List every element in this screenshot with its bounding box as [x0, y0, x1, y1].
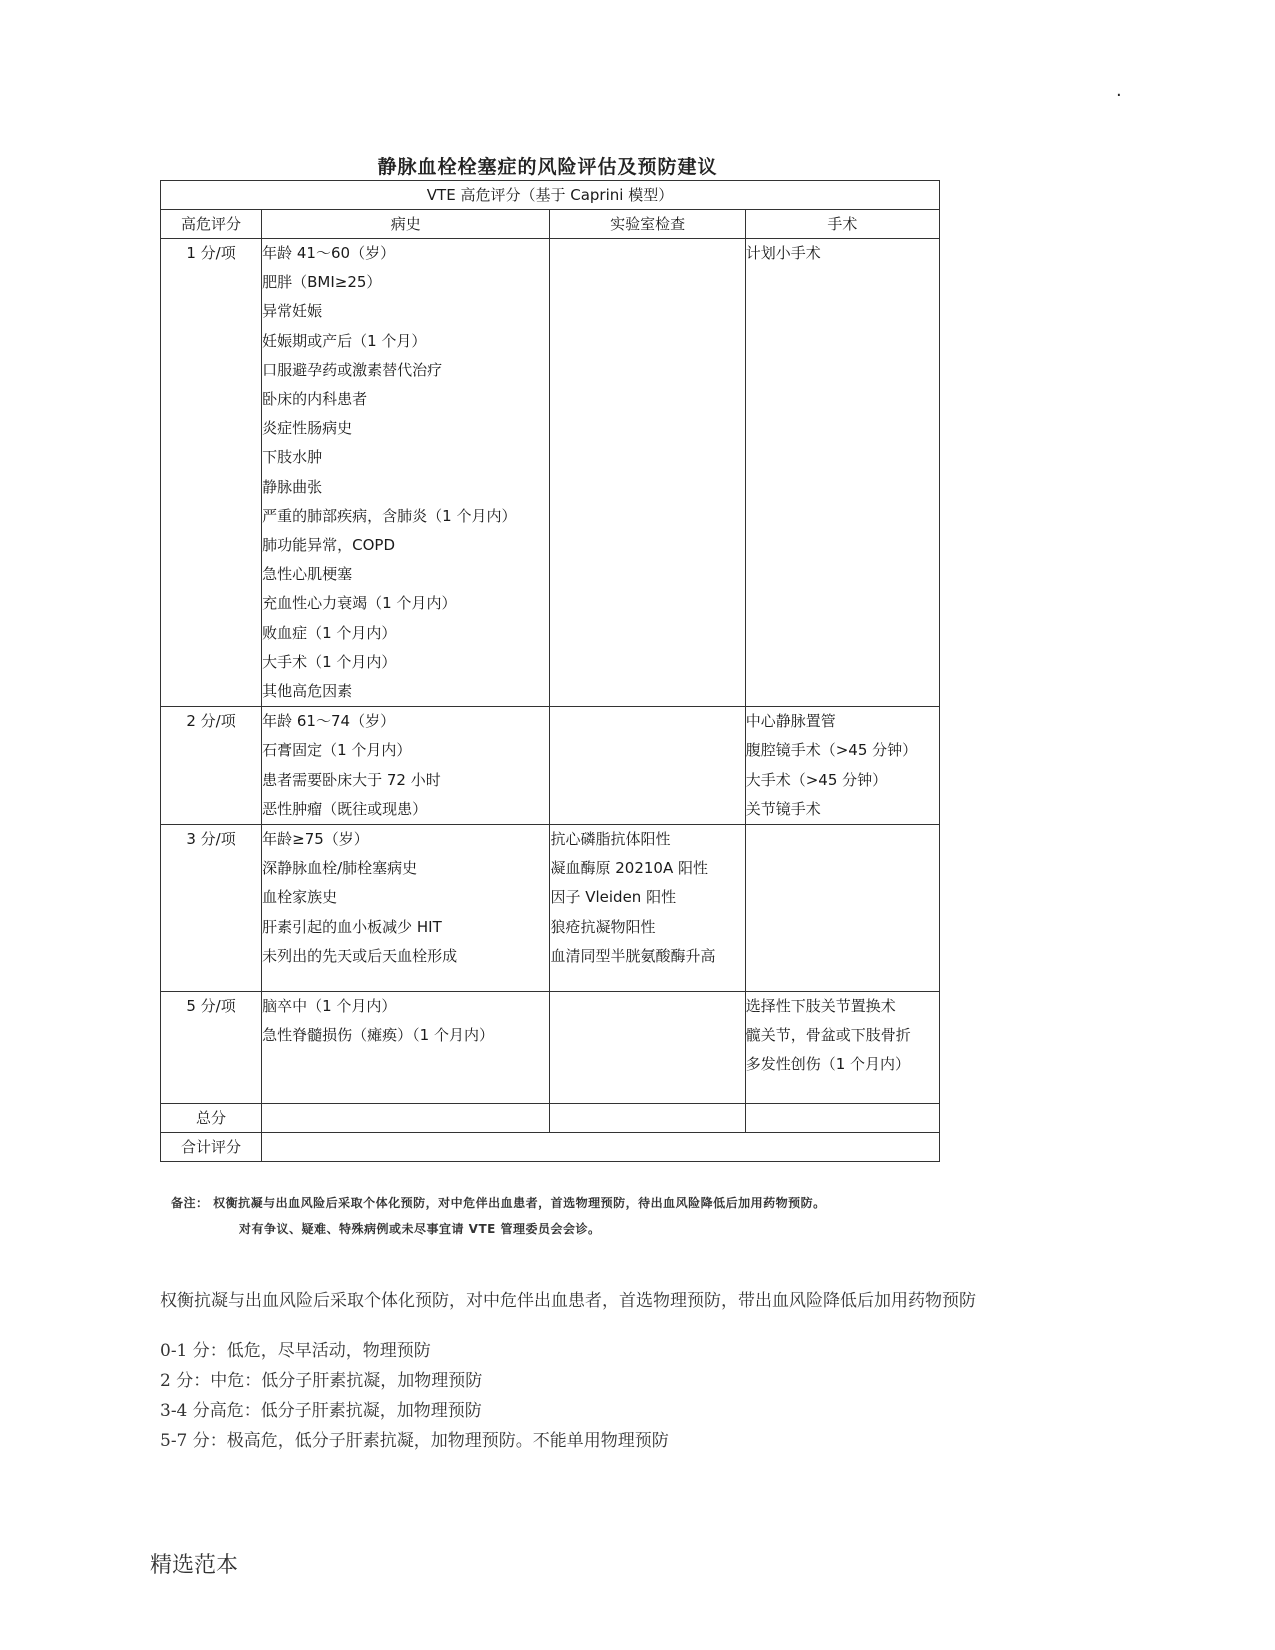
- sum-row: [161, 1133, 940, 1162]
- risk-rows: [161, 239, 940, 1104]
- list-item: 石膏固定（1 个月内）: [262, 741, 412, 760]
- summary-paragraph: 权衡抗凝与出血风险后采取个体化预防，对中危伴出血患者，首选物理预防，带出血风险降低后加用药物预防: [160, 1291, 976, 1311]
- lab-cell: [550, 992, 745, 1104]
- lab-cell: [550, 707, 745, 825]
- list-item: 狼疮抗凝物阳性: [550, 917, 656, 936]
- score-cell: 3 分/项: [161, 825, 262, 992]
- list-item: 妊娠期或产后（1 个月）: [262, 331, 427, 350]
- history-cell: [262, 239, 550, 707]
- table-header-row: [161, 210, 940, 239]
- total-cell-surgery: [745, 1104, 939, 1133]
- sum-cell: [262, 1133, 940, 1162]
- surgery-cell: [745, 825, 939, 992]
- vte-risk-table: [160, 180, 940, 1162]
- list-item: 急性脊髓损伤（瘫痪）（1 个月内）: [262, 1026, 494, 1045]
- list-item: 年龄≥75（岁）: [262, 830, 369, 849]
- list-item: 异常妊娠: [262, 302, 323, 321]
- history-cell: [262, 825, 550, 992]
- score-cell: 2 分/项: [161, 707, 262, 825]
- list-item: 腹腔镜手术（>45 分钟）: [745, 741, 918, 760]
- list-item: 血栓家族史: [262, 888, 338, 907]
- table-row: [161, 239, 940, 707]
- corner-dot: .: [1116, 80, 1122, 101]
- list-item: 败血症（1 个月内）: [262, 623, 397, 642]
- list-item: 其他高危因素: [262, 682, 353, 701]
- total-row: [161, 1104, 940, 1133]
- list-item: 肺功能异常，COPD: [262, 536, 396, 555]
- risk-level-item: 0-1 分：低危，尽早活动，物理预防: [160, 1341, 431, 1361]
- table-note: [171, 1190, 826, 1242]
- list-item: 静脉曲张: [262, 477, 323, 496]
- list-item: 卧床的内科患者: [262, 390, 368, 409]
- list-item: 急性心肌梗塞: [262, 565, 353, 584]
- header-history: 病史: [262, 210, 550, 239]
- list-item: 下肢水肿: [262, 448, 323, 467]
- table-row: [161, 825, 940, 992]
- sum-label: 合计评分: [161, 1133, 262, 1162]
- table-row: [161, 992, 940, 1104]
- risk-level-item: 3-4 分高危：低分子肝素抗凝，加物理预防: [160, 1401, 482, 1421]
- list-item: 未列出的先天或后天血栓形成: [262, 946, 458, 965]
- list-item: 大手术（>45 分钟）: [745, 770, 888, 789]
- table-row: [161, 707, 940, 825]
- score-cell: 5 分/项: [161, 992, 262, 1104]
- list-item: 关节镜手术: [745, 799, 821, 818]
- list-item: 患者需要卧床大于 72 小时: [262, 770, 441, 789]
- list-item: 充血性心力衰竭（1 个月内）: [262, 594, 457, 613]
- list-item: 口服避孕药或激素替代治疗: [262, 360, 443, 379]
- list-item: 年龄 41～60（岁）: [262, 244, 396, 262]
- total-cell-history: [262, 1104, 550, 1133]
- list-item: 中心静脉置管: [745, 712, 836, 731]
- document-title: 静脉血栓栓塞症的风险评估及预防建议: [377, 156, 718, 178]
- score-cell: 1 分/项: [161, 239, 262, 707]
- list-item: 深静脉血栓/肺栓塞病史: [262, 859, 418, 878]
- risk-level-item: 2 分：中危：低分子肝素抗凝，加物理预防: [160, 1371, 483, 1391]
- list-item: 炎症性肠病史: [262, 419, 353, 438]
- list-item: 脑卒中（1 个月内）: [262, 997, 397, 1016]
- list-item: 年龄 61～74（岁）: [262, 712, 396, 731]
- risk-level-item: 5-7 分：极高危，低分子肝素抗凝，加物理预防。不能单用物理预防: [160, 1431, 669, 1451]
- list-item: 恶性肿瘤（既往或现患）: [262, 799, 428, 818]
- total-cell-lab: [550, 1104, 745, 1133]
- list-item: 血清同型半胱氨酸酶升高: [550, 946, 716, 965]
- note-line-1: 备注： 权衡抗凝与出血风险后采取个体化预防，对中危伴出血患者，首选物理预防，待出血风险降低后加用药物预防。: [171, 1196, 826, 1210]
- history-cell: [262, 707, 550, 825]
- note-line-2: 对有争议、疑难、特殊病例或未尽事宜请 VTE 管理委员会会诊。: [239, 1222, 601, 1236]
- list-item: 选择性下肢关节置换术: [745, 997, 896, 1016]
- list-item: 因子 Vleiden 阳性: [550, 888, 677, 907]
- list-item: 抗心磷脂抗体阳性: [550, 830, 671, 849]
- risk-levels-list: [160, 1336, 669, 1456]
- history-cell: [262, 992, 550, 1104]
- list-item: 凝血酶原 20210A 阳性: [550, 859, 708, 878]
- footer-text: 精选范本: [150, 1553, 239, 1578]
- surgery-cell: [745, 707, 939, 825]
- header-surgery: 手术: [745, 210, 939, 239]
- list-item: 计划小手术: [745, 244, 821, 262]
- list-item: 大手术（1 个月内）: [262, 652, 397, 671]
- lab-cell: [550, 239, 745, 707]
- list-item: 严重的肺部疾病，含肺炎（1 个月内）: [262, 506, 517, 525]
- surgery-cell: [745, 239, 939, 707]
- list-item: 髋关节，骨盆或下肢骨折: [745, 1026, 911, 1045]
- table-caption: VTE 高危评分（基于 Caprini 模型）: [161, 181, 940, 210]
- list-item: 肥胖（BMI≥25）: [262, 273, 382, 292]
- list-item: 多发性创伤（1 个月内）: [745, 1055, 911, 1074]
- header-lab: 实验室检查: [550, 210, 745, 239]
- header-score: 高危评分: [161, 210, 262, 239]
- surgery-cell: [745, 992, 939, 1104]
- total-label: 总分: [161, 1104, 262, 1133]
- list-item: 肝素引起的血小板减少 HIT: [262, 917, 442, 936]
- lab-cell: [550, 825, 745, 992]
